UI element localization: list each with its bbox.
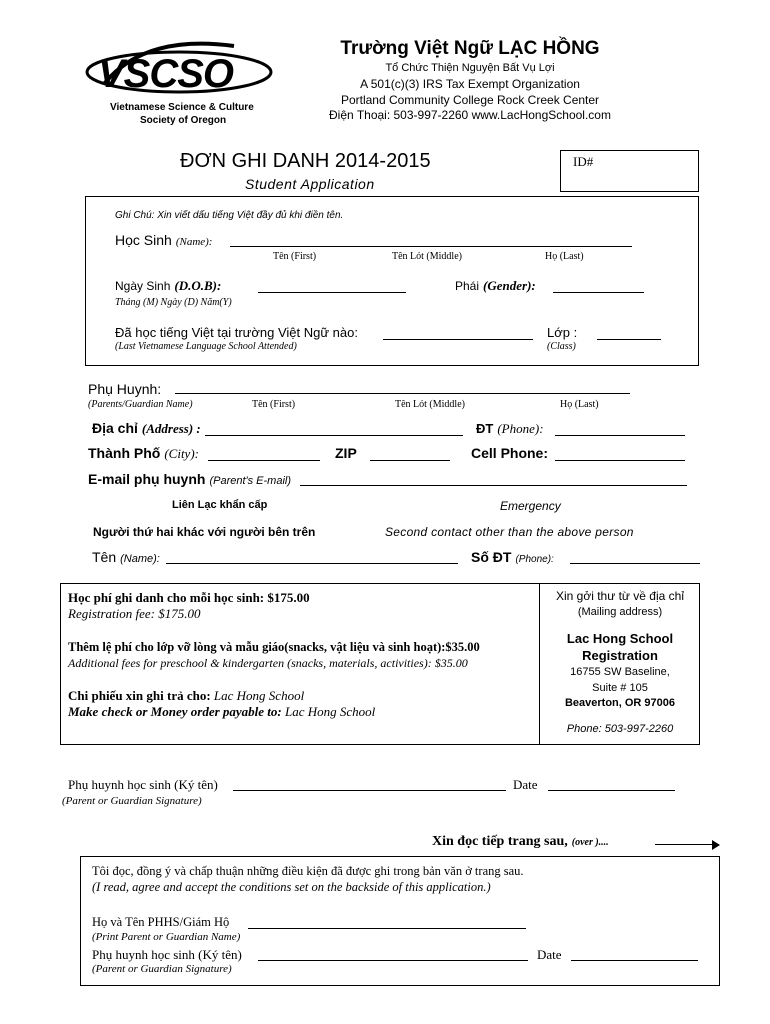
id-label: ID# [573, 154, 594, 169]
mailing-name-1: Lac Hong School [566, 631, 674, 646]
gender-label: Phái (Gender): [455, 278, 536, 293]
mailing-title-vi: Xin gởi thư từ về địa chỉ [556, 589, 684, 603]
cell-input[interactable] [555, 460, 685, 461]
class-caption: (Class) [547, 341, 576, 352]
continue-arrow-icon [655, 844, 717, 845]
address-label: Địa chỉ (Address) : [92, 420, 201, 436]
emergency-desc-vi: Người thứ hai khác với người bên trên [93, 525, 316, 539]
agreement-signature-label: Phụ huynh học sinh (Ký tên) [92, 947, 242, 962]
continue-arrowhead-icon [712, 840, 720, 850]
class-label: Lớp : [547, 325, 578, 340]
zip-label: ZIP [335, 445, 357, 461]
emergency-phone-input[interactable] [570, 563, 700, 564]
signature-input[interactable] [233, 790, 506, 791]
previous-school-input[interactable] [383, 339, 533, 340]
fee-reg-vi: Học phí ghi danh cho mỗi học sinh: $175.00 [68, 590, 310, 605]
zip-input[interactable] [370, 460, 450, 461]
location-line: Portland Community College Rock Creek Center [340, 93, 600, 107]
student-note: Ghi Chú: Xin viết dấu tiếng Việt đầy đủ khi điền tên. [115, 210, 344, 221]
mailing-city: Beaverton, OR 97006 [564, 697, 676, 709]
parent-name-caption: (Parents/Guardian Name) [88, 399, 193, 410]
signature-date-label: Date [513, 777, 538, 792]
emergency-title-vi: Liên Lạc khẩn cấp [172, 499, 268, 511]
emergency-title-en: Emergency [500, 499, 561, 513]
address-input[interactable] [205, 435, 463, 436]
agreement-vi: Tôi đọc, đồng ý và chấp thuận những điều kiện đã được ghi trong bản văn ở trang sau. [92, 864, 524, 878]
phone-label: ĐT (Phone): [476, 421, 544, 436]
parent-name-label: Phụ Huynh: [88, 381, 162, 397]
contact-line: Điện Thoại: 503-997-2260 www.LacHongSchool.com [329, 108, 611, 122]
signature-label: Phụ huynh học sinh (Ký tên) [68, 777, 218, 792]
student-last-caption: Họ (Last) [545, 251, 584, 262]
mailing-title-en: (Mailing address) [577, 606, 663, 618]
mailing-name-2: Registration [582, 648, 658, 663]
student-name-input[interactable] [230, 246, 632, 247]
agreement-date-input[interactable] [571, 960, 698, 961]
phone-input[interactable] [555, 435, 685, 436]
id-box[interactable] [560, 150, 699, 192]
print-name-label: Họ và Tên PHHS/Giám Hộ [92, 915, 230, 929]
email-label: E-mail phụ huynh (Parent's E-mail) [88, 471, 292, 487]
school-name: Trường Việt Ngữ LẠC HỒNG [340, 38, 600, 59]
form-subtitle: Student Application [245, 176, 375, 192]
parent-last-caption: Họ (Last) [560, 399, 599, 410]
mailing-phone: Phone: 503-997-2260 [566, 723, 674, 735]
previous-school-label: Đã học tiếng Việt tại trường Việt Ngữ nào: [115, 325, 358, 340]
agreement-signature-caption: (Parent or Guardian Signature) [92, 963, 232, 975]
parent-middle-caption: Tên Lót (Middle) [395, 399, 465, 410]
signature-date-input[interactable] [548, 790, 675, 791]
email-input[interactable] [300, 485, 687, 486]
continue-note: Xin đọc tiếp trang sau, (over ).... [432, 834, 609, 849]
fee-check-vi: Chi phiếu xin ghi trả cho: Lac Hong School [68, 688, 305, 703]
class-input[interactable] [597, 339, 661, 340]
form-title: ĐƠN GHI DANH 2014-2015 [180, 150, 431, 172]
print-name-caption: (Print Parent or Guardian Name) [92, 931, 241, 943]
agreement-signature-input[interactable] [258, 960, 528, 961]
agreement-en: (I read, agree and accept the conditions set on the backside of this application.) [92, 880, 491, 894]
emergency-phone-label: Số ĐT (Phone): [471, 549, 554, 565]
logo-subtitle-1: Vietnamese Science & Culture [110, 102, 254, 113]
city-input[interactable] [208, 460, 320, 461]
fee-reg-en: Registration fee: $175.00 [68, 606, 201, 621]
dob-format: Tháng (M) Ngày (D) Năm(Y) [115, 297, 232, 308]
parent-name-input[interactable] [175, 393, 630, 394]
signature-caption: (Parent or Guardian Signature) [62, 795, 202, 807]
logo [84, 34, 274, 134]
logo-text: VSCSO [98, 52, 234, 96]
mailing-suite: Suite # 105 [592, 682, 648, 694]
student-middle-caption: Tên Lót (Middle) [392, 251, 462, 262]
gender-input[interactable] [553, 292, 644, 293]
parent-first-caption: Tên (First) [252, 399, 296, 410]
org-line: Tổ Chức Thiện Nguyện Bất Vụ Lợi [385, 62, 555, 74]
agreement-date-label: Date [537, 947, 562, 962]
dob-label: Ngày Sinh (D.O.B): [115, 278, 222, 293]
student-first-caption: Tên (First) [273, 251, 317, 262]
fee-add-en: Additional fees for preschool & kindergarten (snacks, materials, activities): $35.00 [68, 656, 468, 670]
cell-label: Cell Phone: [471, 445, 549, 461]
emergency-name-input[interactable] [166, 563, 458, 564]
city-label: Thành Phố (City): [88, 445, 199, 461]
fee-add-vi: Thêm lệ phí cho lớp vỡ lòng và mẫu giáo(snacks, vật liệu và sinh hoạt):$35.00 [68, 640, 480, 654]
logo-subtitle-2: Society of Oregon [140, 115, 227, 126]
fee-check-en: Make check or Money order payable to: Lac Hong School [68, 704, 376, 719]
emergency-desc-en: Second contact other than the above person [385, 525, 634, 539]
previous-school-caption: (Last Vietnamese Language School Attended) [115, 341, 297, 352]
mailing-street: 16755 SW Baseline, [570, 666, 670, 678]
tax-line: A 501(c)(3) IRS Tax Exempt Organization [360, 77, 580, 91]
print-name-input[interactable] [248, 928, 526, 929]
dob-input[interactable] [258, 292, 406, 293]
student-name-label: Học Sinh (Name): [115, 232, 213, 248]
emergency-name-label: Tên (Name): [92, 549, 160, 565]
